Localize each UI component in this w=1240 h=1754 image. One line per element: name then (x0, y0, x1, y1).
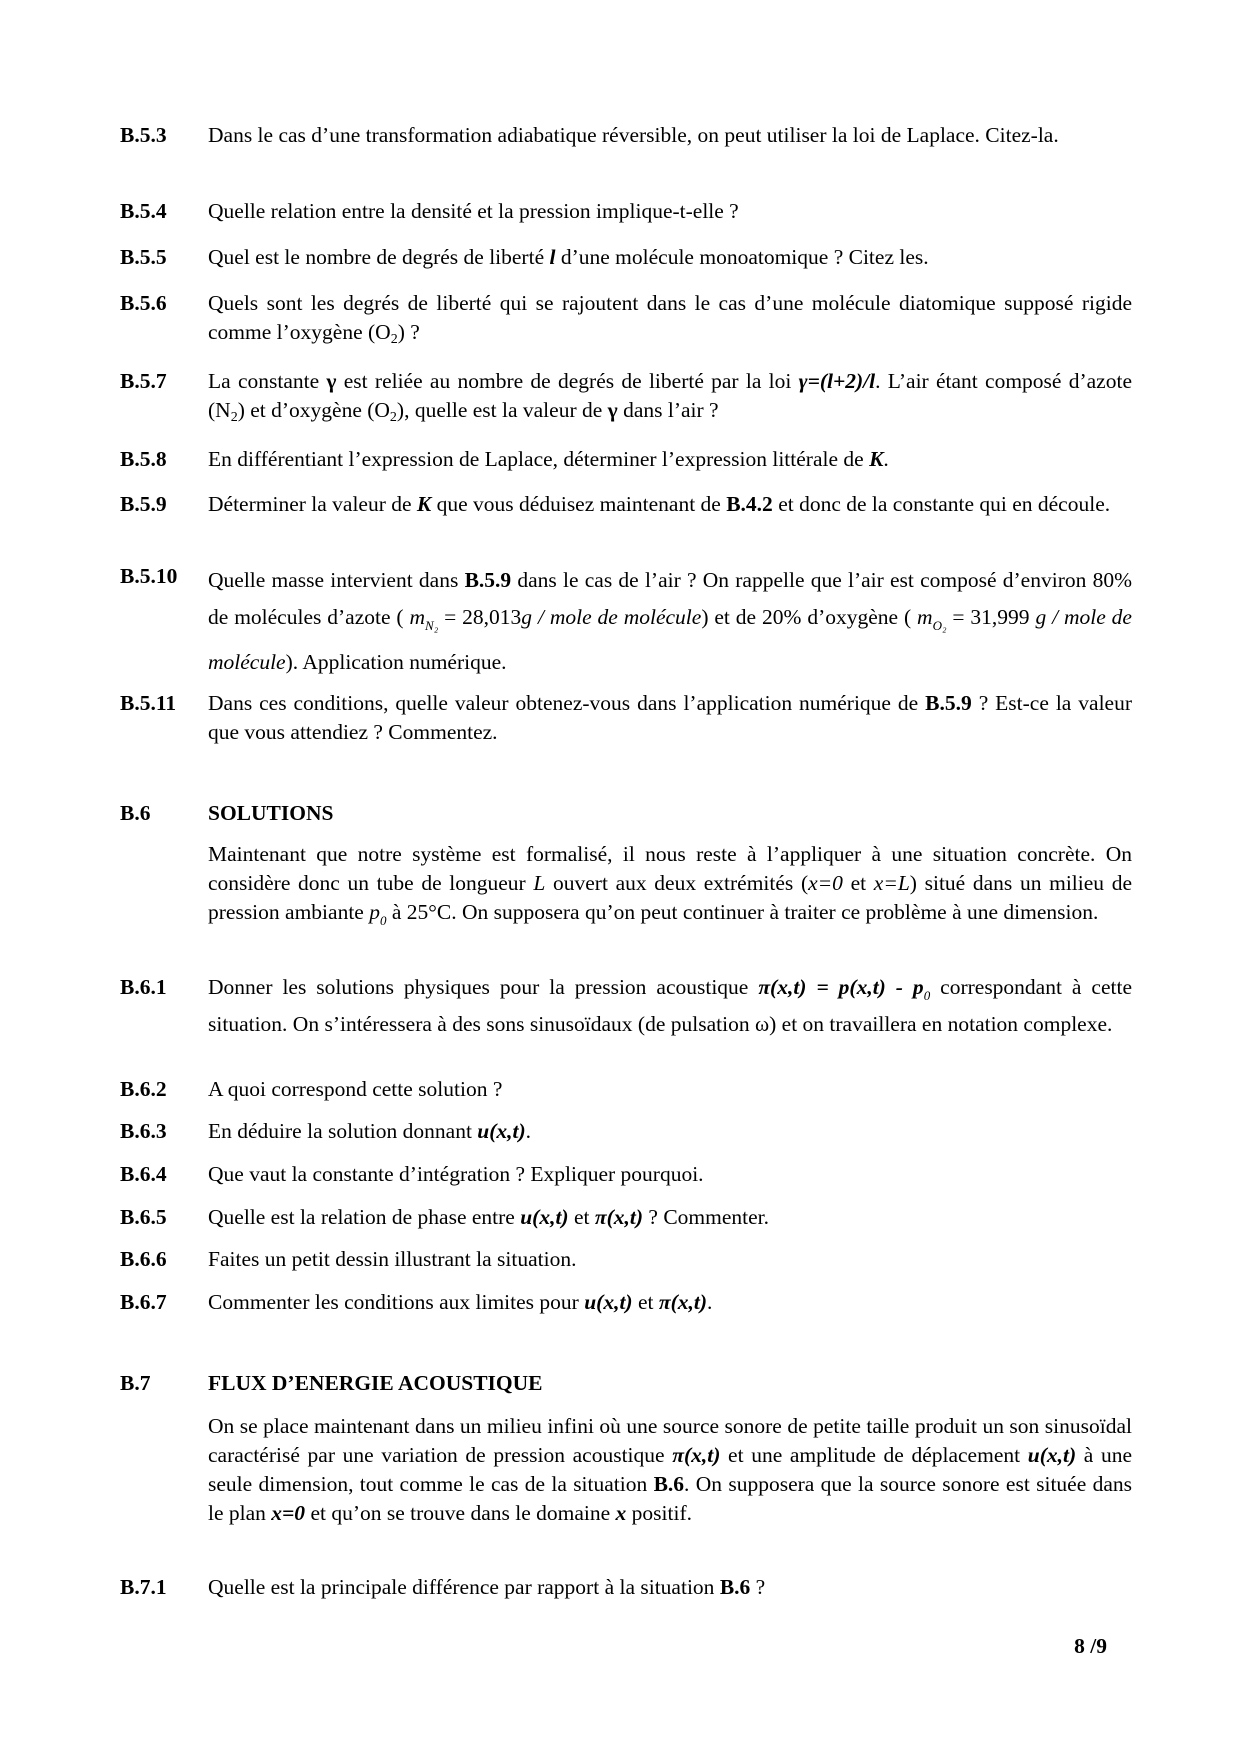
text-segment: Quelle est la relation de phase entre (208, 1205, 521, 1229)
text-segment: Quels sont les degrés de liberté qui se rajoutent dans le cas d’une molécule diatomique supposé rigide comme l’oxygène (O (208, 291, 1132, 344)
item-label: B.5.4 (120, 199, 167, 223)
section-heading (120, 799, 1132, 828)
item-label: B.6.7 (120, 1290, 167, 1314)
text-segment: . (707, 1290, 713, 1314)
item-text (208, 197, 1132, 226)
question-item (120, 1160, 1132, 1189)
item-label: B.7.1 (120, 1575, 167, 1599)
item-text (208, 1288, 1132, 1317)
text-segment: x=0 (808, 871, 843, 895)
section-heading (120, 1369, 1132, 1398)
question-item (120, 1288, 1132, 1317)
question-item (120, 490, 1132, 519)
text-segment: Quelle est la principale différence par rapport à la situation (208, 1575, 720, 1599)
text-segment: x=L (873, 871, 910, 895)
text-segment: m (917, 605, 933, 629)
question-item (120, 1203, 1132, 1232)
text-segment: g / mole de molécule (521, 605, 702, 629)
text-segment: u(x,t) (1027, 1443, 1077, 1467)
question-item (120, 289, 1132, 354)
text-segment: A quoi correspond cette solution ? (208, 1077, 503, 1101)
item-text (208, 121, 1132, 150)
text-segment: SOLUTIONS (208, 801, 334, 825)
question-item (120, 562, 1132, 681)
text-segment: L (533, 871, 546, 895)
item-text (208, 445, 1132, 474)
text-segment: O₂ (932, 618, 947, 633)
text-segment: ? (750, 1575, 766, 1599)
text-segment: 2 (389, 410, 397, 425)
text-segment: K (869, 447, 884, 471)
text-segment: correspondant à cette situation. On s’intéressera à des sons sinusoïdaux (de pulsation ω) et on travaillera en notation complexe. (208, 975, 1133, 1036)
item-text (208, 490, 1132, 519)
item-text (208, 1117, 1132, 1146)
item-label: B.5.11 (120, 691, 177, 715)
item-text (208, 562, 1132, 681)
question-item (120, 121, 1132, 150)
text-segment: x (615, 1501, 627, 1525)
text-segment: Déterminer la valeur de (208, 492, 417, 516)
text-segment: En différentiant l’expression de Laplace, déterminer l’expression littérale de (208, 447, 870, 471)
text-segment: x=0 (271, 1501, 306, 1525)
text-segment: ) et d’oxygène (O (237, 398, 390, 422)
item-text (208, 289, 1132, 354)
text-segment: et (632, 1290, 659, 1314)
item-label: B.5.7 (120, 369, 167, 393)
item-label: B.5.6 (120, 291, 167, 315)
text-segment: π(x,t) (658, 1290, 708, 1314)
text-segment: γ (326, 369, 337, 393)
text-segment: 2 (230, 410, 238, 425)
text-segment: Quelle masse intervient dans (208, 568, 465, 592)
item-label: B.6 (120, 801, 151, 825)
item-text (208, 1573, 1132, 1602)
text-segment: . (883, 447, 889, 471)
text-segment: π(x,t) (672, 1443, 721, 1467)
text-segment: g / mole de molécule (208, 605, 1132, 674)
item-text (208, 243, 1132, 272)
item-label: B.5.8 (120, 447, 167, 471)
question-item (120, 1075, 1132, 1104)
item-label: B.6.3 (120, 1119, 167, 1143)
text-segment: = 31,999 (946, 605, 1036, 629)
question-item (120, 243, 1132, 272)
text-segment: γ (607, 398, 618, 422)
item-text (208, 367, 1132, 432)
item-text (208, 1245, 1132, 1274)
item-text (208, 1412, 1132, 1528)
text-segment: Dans le cas d’une transformation adiabatique réversible, on peut utiliser la loi de Laplace. Citez-la. (208, 123, 1059, 147)
text-segment: et donc de la constante qui en découle. (772, 492, 1111, 516)
item-label: B.5.10 (120, 564, 178, 588)
item-text (208, 1160, 1132, 1189)
text-segment: B.6 (653, 1472, 685, 1496)
text-segment: . L’air étant composé d’azote (N (208, 369, 1132, 422)
text-segment: et (842, 871, 874, 895)
text-segment: ? Est-ce la valeur que vous attendiez ? Commentez. (208, 691, 1132, 744)
text-segment: π(x,t) = p(x,t) - p (758, 975, 924, 999)
question-item (120, 689, 1132, 747)
question-item (120, 445, 1132, 474)
item-text (208, 1203, 1132, 1232)
text-segment: et (568, 1205, 595, 1229)
text-segment: et une amplitude de déplacement (720, 1443, 1028, 1467)
text-segment: Commenter les conditions aux limites pour (208, 1290, 585, 1314)
question-item (120, 1117, 1132, 1146)
item-label: B.7 (120, 1371, 151, 1395)
item-label: B.6.4 (120, 1162, 167, 1186)
text-segment: dans le cas de l’air ? On rappelle que l’air est composé d’environ 80% de molécules d’azote ( (208, 568, 1132, 629)
text-segment: Maintenant que notre système est formalisé, il nous reste à l’appliquer à une situation concrète. On considère donc un tube de longueur (208, 842, 1132, 895)
text-segment: ) et de 20% d’oxygène ( (701, 605, 918, 629)
text-segment: que vous déduisez maintenant de (431, 492, 727, 516)
text-segment: . (525, 1119, 532, 1143)
text-segment: ) situé dans un milieu de pression ambiante (208, 871, 1133, 924)
item-label: B.5.5 (120, 245, 167, 269)
item-label: B.6.2 (120, 1077, 167, 1101)
text-segment: est reliée au nombre de degrés de liberté par la loi (336, 369, 799, 393)
text-segment: N₂ (425, 618, 439, 633)
text-segment: p (369, 900, 380, 924)
item-label: B.6.6 (120, 1247, 167, 1271)
text-segment: FLUX D’ENERGIE ACOUSTIQUE (208, 1371, 543, 1395)
text-segment: π(x,t) (594, 1205, 644, 1229)
item-text (208, 973, 1132, 1039)
text-segment: B.5.9 (925, 691, 972, 715)
text-segment: = 28,013 (438, 605, 522, 629)
text-segment: Quel est le nombre de degrés de liberté (208, 245, 550, 269)
text-segment: dans l’air ? (617, 398, 719, 422)
text-segment: B.5.9 (464, 568, 512, 592)
item-label: B.5.9 (120, 492, 167, 516)
item-text (208, 1075, 1132, 1104)
text-segment: Quelle relation entre la densité et la pression implique-t-elle ? (208, 199, 739, 223)
item-label: B.6.1 (120, 975, 167, 999)
text-segment: à une seule dimension, tout comme le cas de la situation (208, 1443, 1133, 1496)
text-segment: On se place maintenant dans un milieu infini où une source sonore de petite taille produit un son sinusoïdal caractérisé par une variation de pression acoustique (208, 1414, 1132, 1467)
text-segment: γ=(l+2)/l (798, 369, 876, 393)
text-segment: ), quelle est la valeur de (396, 398, 608, 422)
text-segment: ). Application numérique. (285, 650, 507, 674)
text-segment: u(x,t) (584, 1290, 633, 1314)
section-paragraph (120, 840, 1132, 935)
text-segment: B.6 (719, 1575, 751, 1599)
text-segment: ) ? (397, 320, 420, 344)
item-text (208, 840, 1132, 935)
text-segment: l (549, 245, 556, 269)
text-segment: à 25°C. On supposera qu’on peut continuer à traiter ce problème à une dimension. (386, 900, 1099, 924)
text-segment: u(x,t) (477, 1119, 526, 1143)
text-segment: et qu’on se trouve dans le domaine (305, 1501, 616, 1525)
text-segment: B.4.2 (726, 492, 773, 516)
text-segment: Faites un petit dessin illustrant la situation. (208, 1247, 577, 1271)
text-segment: 0 (923, 988, 931, 1003)
item-label: B.5.3 (120, 123, 167, 147)
question-item (120, 197, 1132, 226)
item-label: B.6.5 (120, 1205, 167, 1229)
text-segment: u(x,t) (520, 1205, 569, 1229)
item-text (208, 689, 1132, 747)
question-item (120, 1573, 1132, 1602)
question-item (120, 1245, 1132, 1274)
text-segment: d’une molécule monoatomique ? Citez les. (555, 245, 929, 269)
text-segment: ? Commenter. (643, 1205, 770, 1229)
section-paragraph (120, 1412, 1132, 1528)
text-segment: positif. (626, 1501, 692, 1525)
page-number: 8 /9 (1074, 1634, 1107, 1658)
text-segment: K (416, 492, 432, 516)
item-text (208, 799, 1132, 828)
text-segment: Que vaut la constante d’intégration ? Expliquer pourquoi. (208, 1162, 704, 1186)
text-segment: . On supposera que la source sonore est située dans le plan (208, 1472, 1132, 1525)
text-segment: La constante (208, 369, 327, 393)
question-item (120, 973, 1132, 1039)
text-segment: Donner les solutions physiques pour la pression acoustique (208, 975, 759, 999)
text-segment: 0 (379, 913, 387, 928)
text-segment: 2 (390, 332, 398, 347)
item-text (208, 1369, 1132, 1398)
question-item (120, 367, 1132, 432)
text-segment: ouvert aux deux extrémités ( (545, 871, 809, 895)
text-segment: Dans ces conditions, quelle valeur obtenez-vous dans l’application numérique de (208, 691, 926, 715)
text-segment: m (409, 605, 426, 629)
text-segment: En déduire la solution donnant (208, 1119, 478, 1143)
